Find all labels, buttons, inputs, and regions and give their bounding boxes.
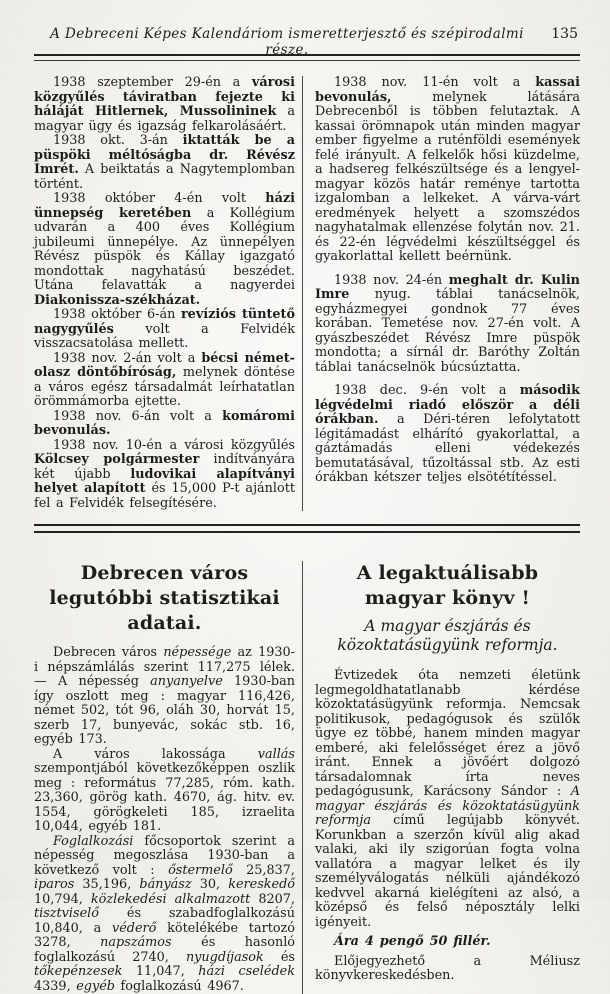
paragraph: Előjegyezhető a Méliusz könyvkereskedésben. — [315, 955, 580, 984]
statistics-heading: Debrecen város legutóbbi statisztikai adatai. — [34, 561, 295, 636]
paragraph: 1938 nov. 11-én volt a kassai bevonulás, melynek látására Debrecenből is többen felutaztak. A kassai örömnapok után minden magyar ember figyelme a ruténföldi események felé irányult. A felkelők hősi küzdelme, a hadsereg felkészültsége és a lengyel-magyar közös határ reménye tartotta izgalomban a lelkeket. A várva-várt eredmények helyett a szomszédos nagyhatalmak ellenzése folytán nov. 21. és 22-én légvédelmi készültséggel és gyakorlattal kellett beérnünk. — [315, 76, 580, 265]
paragraph: 1938 okt. 3-án iktatták be a püspöki méltóságba dr. Révész Imrét. A beiktatás a Nagytemplomban történt. — [34, 134, 295, 192]
lower-section — [34, 549, 580, 994]
book-subtitle: A magyar észjárás és közoktatásügyünk reformja. — [315, 617, 580, 655]
running-title: A Debreceni Képes Kalendáriom ismeretterjesztő és szépirodalmi része. — [34, 26, 580, 58]
paragraph: 1938 nov. 24-én meghalt dr. Kulin Imre nyug. táblai tanácselnök, egyházmegyei gondnok 77 éves korában. Temetése nov. 27-én volt. A gyászbeszédet Révész Imre püspök mondotta; a sírnál dr. Baróthy Zoltán táblai tanácselnök búcsúztatta. — [315, 274, 580, 376]
page-number: 135 — [551, 26, 578, 42]
paragraph: 1938 október 6-án revíziós tüntető nagygyűlés volt a Felvidék visszacsatolása mellett. — [34, 308, 295, 352]
section-divider-rule — [34, 524, 580, 533]
events-right-column — [302, 76, 580, 511]
events-left-column — [34, 76, 302, 511]
paragraph: 1938 nov. 2-án volt a bécsi német-olasz döntőbíróság, melynek döntése a város egész társadalmát leírhatatlan örömmámorba ejtette. — [34, 352, 295, 410]
paragraph: 1938 nov. 6-án volt a komáromi bevonulás. — [34, 410, 295, 439]
paragraph: A város lakossága vallás szempontjából következőképpen oszlik meg : református 77,285, róm. kath. 23,360, görög kath. 4670, ág. hitv. ev. 1554, görögkeleti 185, izraelita 10,044, egyéb 181. — [34, 748, 295, 835]
book-heading: A legaktuálisabb magyar könyv ! — [315, 561, 580, 611]
events-1938-section — [34, 61, 580, 511]
paragraph: Foglalkozási főcsoportok szerint a népesség megoszlása 1930-ban a következő volt : őstermelő 25,837, iparos 35,196, bányász 30, kereskedő 10,794, közlekedési alkalmazott 8207, tisztviselő és szabadfoglalkozású 10,840, a véderő kötelékébe tartozó 3278, napszámos és hasonló foglalkozású 2740, nyugdíjasok és tőkepénzesek 11,047, házi cselédek 4339, egyéb foglalkozású 4967. — [34, 835, 295, 994]
running-header — [34, 0, 580, 48]
statistics-column — [34, 561, 302, 994]
paragraph: 1938 dec. 9-én volt a második légvédelmi riadó először a déli órákban. a Déri-téren lefolytatott légitámadást elhárító gyakorlattal, a gáztámadás elleni védekezés bemutatásával, tűzoltással stb. Az esti órákban kétszer teljes elsötétítéssel. — [315, 384, 580, 486]
paragraph: Ára 4 pengő 50 fillér. — [315, 935, 580, 950]
paragraph: 1938 szeptember 29-én a városi közgyűlés táviratban fejezte ki háláját Hitlernek, Mussolininek a magyar ügy és igazság felkarolásáért. — [34, 76, 295, 134]
paragraph: 1938 október 4-én volt házi ünnepség keretében a Kollégium udvarán a 400 éves Kollégium jubileumi ünnepélye. Az ünnepélyen Révész püspök és Kállay igazgató mondottak nagyhatású beszédet. Utána felavatták a nagyerdei Diakonissza-székházat. — [34, 192, 295, 308]
paragraph: 1938 nov. 10-én a városi közgyűlés Kölcsey polgármester indítványára két újabb ludovikai alapítványi helyet alapított és 15,000 P-t ajánlott fel a Felvidék felsegítésére. — [34, 439, 295, 512]
paragraph: Debrecen város népessége az 1930-i népszámlálás szerint 117,275 lélek. — A népesség anyanyelve 1930-ban így oszlott meg : magyar 116,426, német 502, tót 96, oláh 30, horvát 15, szerb 17, bunyevác, sokác stb. 16, egyéb 173. — [34, 646, 295, 748]
book-column — [302, 561, 580, 994]
paragraph: Évtizedek óta nemzeti életünk legmegoldhatatlanabb kérdése közoktatásügyünk reformja. Nemcsak politikusok, pedagógusok és szülők ügye ez többé, hanem minden magyar emberé, aki felelősséget érez a jövő iránt. Ennek a jövőért dolgozó társadalomnak írta neves pedagógusunk, Karácsony Sándor : A magyar észjárás és közoktatásügyünk reformja című legújabb könyvét. Korunkban a szerzőn kívül alig akad valaki, aki ily szigorúan fogta volna vallatóra a magyar lelket és ily személyválogatás nélküli ajándékozó kedvvel akarná kielégíteni az alsó, a középső és felső néposztály lelki igényeit. — [315, 669, 580, 930]
